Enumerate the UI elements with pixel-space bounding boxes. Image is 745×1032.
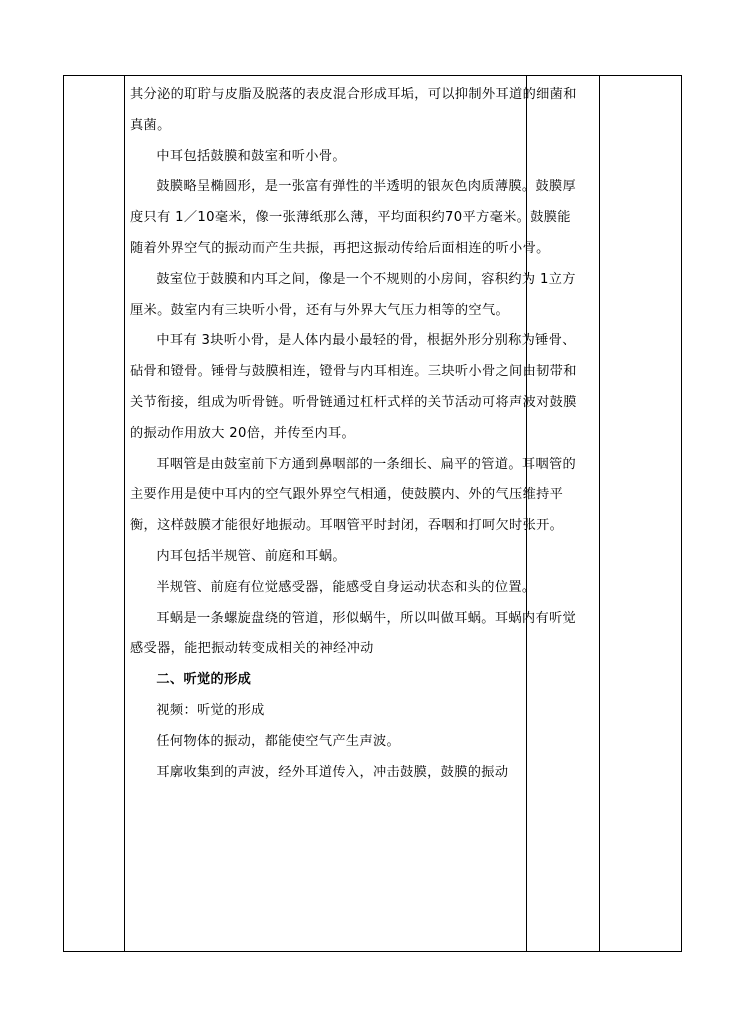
paragraph-ossicles: 中耳有 3块听小骨，是人体内最小最轻的骨，根据外形分别称为锤骨、砧骨和镫骨。锤骨与鼓膜相连，镫骨与内耳相连。三块听小骨之间由韧带和关节衔接，组成为听骨链。听骨链通过杠杆式样的关节活动可将声波对鼓膜的振动作用放大 20倍，并传至内耳。 xyxy=(130,333,577,441)
paragraph-outer-ear-wax: 其分泌的耵聍与皮脂及脱落的表皮混合形成耳垢，可以抑制外耳道的细菌和真菌。 xyxy=(130,87,577,133)
paragraph-sound-waves: 任何物体的振动，都能使空气产生声波。 xyxy=(156,733,401,749)
document-table xyxy=(63,75,682,952)
paragraph-cochlea: 耳蜗是一条螺旋盘绕的管道，形似蜗牛，所以叫做耳蜗。耳蜗内有听觉感受器，能把振动转变成相关的神经冲动 xyxy=(130,610,577,657)
section-heading-hearing: 二、听觉的形成 xyxy=(156,672,252,688)
paragraph-eustachian-tube: 耳咽管是由鼓室前下方通到鼻咽部的一条细长、扁平的管道。耳咽管的主要作用是使中耳内的空气跟外界空气相通，使鼓膜内、外的气压维持平衡，这样鼓膜才能很好地振动。耳咽管平时封闭，吞咽和打呵欠时张开。 xyxy=(130,456,577,534)
paragraph-video-note: 视频：听觉的形成 xyxy=(156,702,265,718)
table-content-cell xyxy=(125,76,588,951)
paragraph-eardrum: 鼓膜略呈椭圆形，是一张富有弹性的半透明的银灰色肉质薄膜。鼓膜厚度只有 1／10毫米，像一张薄纸那么薄，平均面积约70平方毫米。鼓膜能随着外界空气的振动而产生共振，再把这振动传给后面相连的听小骨。 xyxy=(130,179,577,256)
paragraph-semicircular-canals: 半规管、前庭有位觉感受器，能感受自身运动状态和头的位置。 xyxy=(156,579,536,595)
paragraph-middle-ear-intro: 中耳包括鼓膜和鼓室和听小骨。 xyxy=(156,148,346,164)
table-column-divider xyxy=(599,76,600,951)
paragraph-inner-ear-intro: 内耳包括半规管、前庭和耳蜗。 xyxy=(156,548,346,564)
paragraph-tympanic-cavity: 鼓室位于鼓膜和内耳之间，像是一个不规则的小房间，容积约为 1立方厘米。鼓室内有三块听小骨，还有与外界大气压力相等的空气。 xyxy=(130,271,576,318)
paragraph-auricle: 耳廓收集到的声波，经外耳道传入，冲击鼓膜，鼓膜的振动 xyxy=(156,764,509,780)
